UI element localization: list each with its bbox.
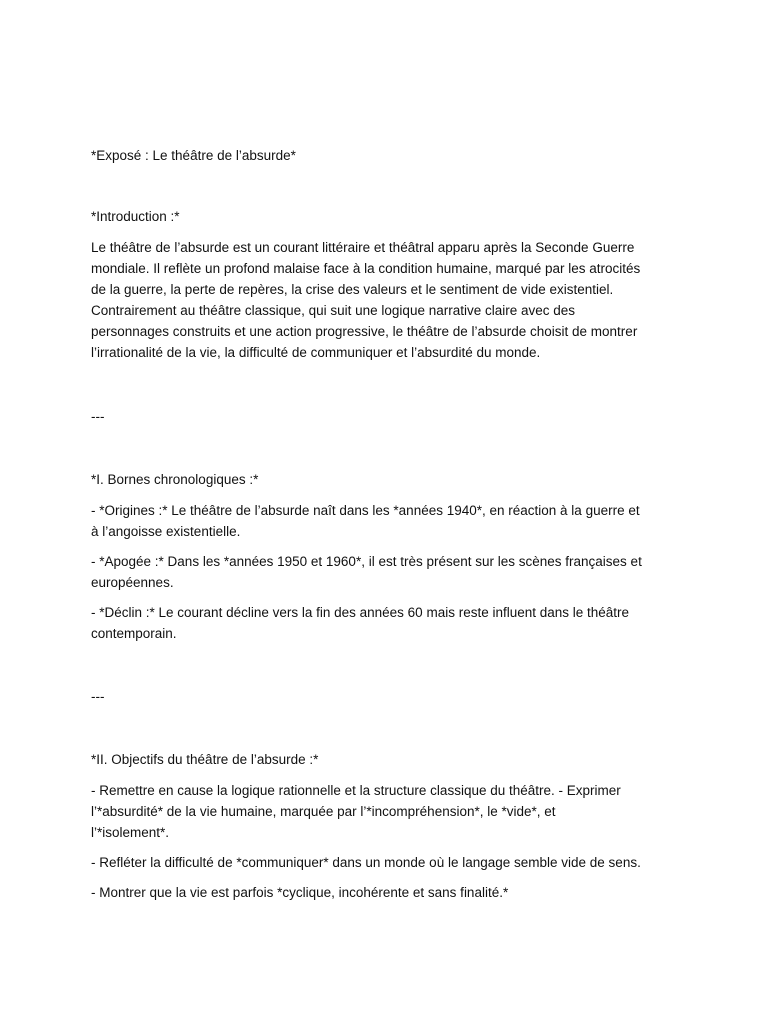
section-1-item-apogee: - *Apogée :* Dans les *années 1950 et 1960*, il est très présent sur les scènes françaises et européennes. — [91, 554, 642, 590]
separator-2: --- — [91, 689, 105, 704]
introduction-heading: *Introduction :* — [91, 209, 180, 224]
separator-1: --- — [91, 409, 105, 424]
section-1-item-declin: - *Déclin :* Le courant décline vers la fin des années 60 mais reste influent dans le théâtre contemporain. — [91, 605, 630, 641]
section-2-item-2: - Refléter la difficulté de *communiquer* dans un monde où le langage semble vide de sens. — [91, 855, 641, 870]
document-body — [91, 145, 686, 912]
section-1-item-origines: - *Origines :* Le théâtre de l’absurde naît dans les *années 1940*, en réaction à la guerre et à l’angoisse existentielle. — [91, 503, 640, 539]
section-2-item-1: - Remettre en cause la logique rationnelle et la structure classique du théâtre. - Exprimer l’*absurdité* de la vie humaine, marquée par l’*incompréhension*, le *vide*, et l’*isolement*. — [91, 783, 621, 840]
introduction-paragraph: Le théâtre de l’absurde est un courant littéraire et théâtral apparu après la Seconde Guerre mondiale. Il reflète un profond malaise face à la condition humaine, marqué par les atrocités de la guerre, la perte de repères, la crise des valeurs et le sentiment de vide existentiel. Contrairement au théâtre classique, qui suit une logique narrative claire avec des personnages construits et une action progressive, le théâtre de l’absurde choisit de montrer l’irrationalité de la vie, la difficulté de communiquer et l’absurdité du monde. — [91, 240, 641, 360]
section-1-heading: *I. Bornes chronologiques :* — [91, 472, 259, 487]
document-title: *Exposé : Le théâtre de l’absurde* — [91, 148, 296, 163]
section-2-item-3: - Montrer que la vie est parfois *cyclique, incohérente et sans finalité.* — [91, 885, 509, 900]
section-2-heading: *II. Objectifs du théâtre de l’absurde :* — [91, 752, 319, 767]
